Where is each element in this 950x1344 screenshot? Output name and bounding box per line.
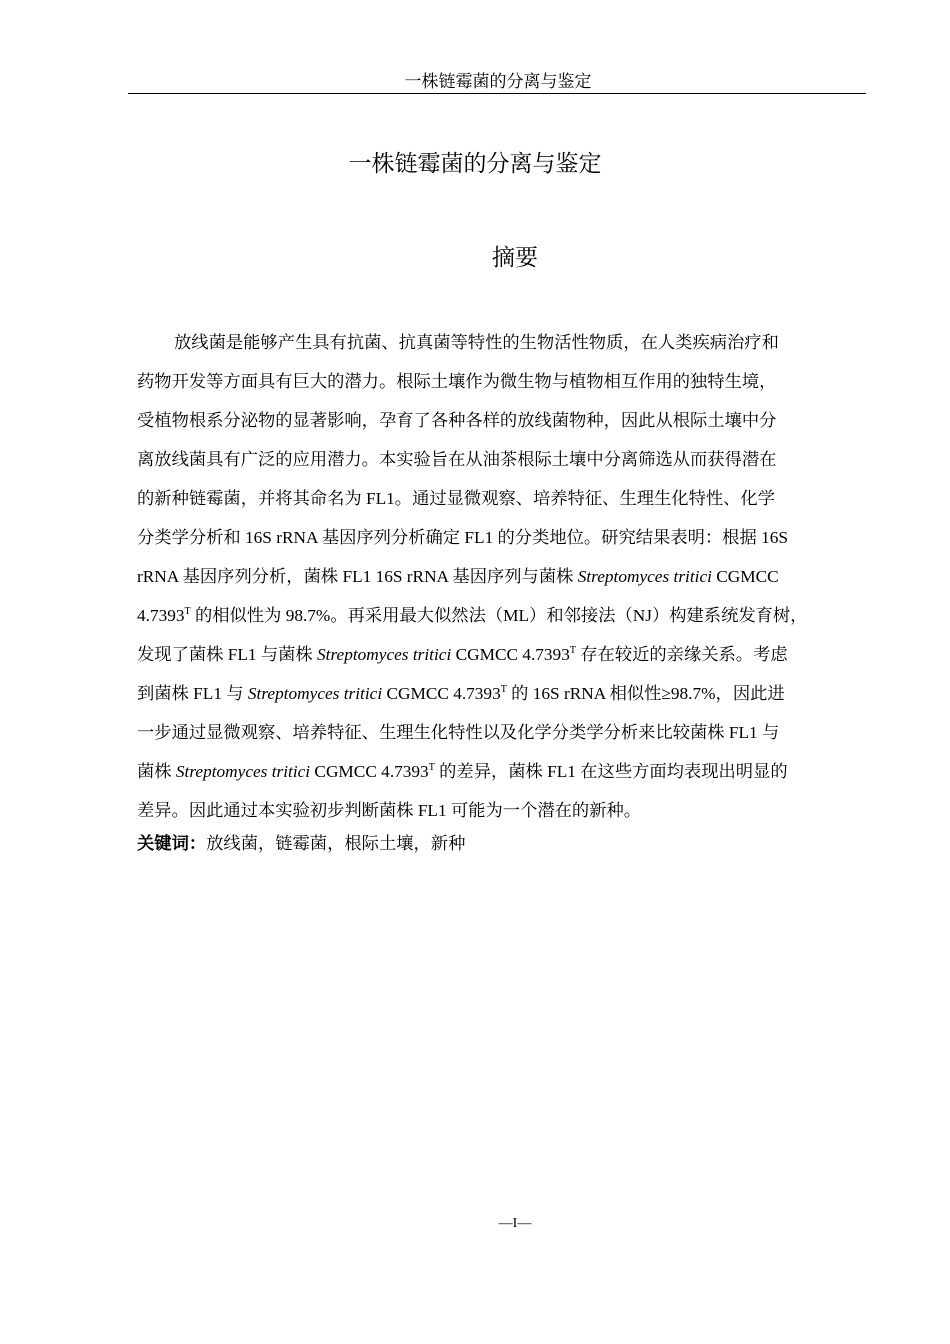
type-strain-superscript: T: [500, 684, 507, 695]
text-run: 的差异，菌株 FL1 在这些方面均表现出明显的: [434, 762, 788, 781]
text-run: 到菌株 FL1 与: [137, 684, 248, 703]
text-run: CGMCC 4.7393: [451, 645, 570, 664]
species-name: Streptomyces tritici: [317, 645, 452, 664]
species-name: Streptomyces tritici: [247, 684, 383, 703]
text-run: CGMCC 4.7393: [310, 762, 429, 781]
abstract-heading: 摘要: [492, 245, 538, 271]
abstract-line: [137, 635, 861, 674]
abstract-line: [137, 674, 861, 713]
running-header: 一株链霉菌的分离与鉴定: [404, 72, 592, 91]
text-run: rRNA 基因序列分析，菌株 FL1 16S rRNA 基因序列与菌株: [137, 567, 578, 586]
abstract-line: [137, 596, 861, 635]
abstract-line: 药物开发等方面具有巨大的潜力。根际土壤作为微生物与植物相互作用的独特生境，: [137, 372, 777, 391]
abstract-line: 放线菌是能够产生具有抗菌、抗真菌等特性的生物活性物质，在人类疾病治疗和: [174, 333, 779, 352]
type-strain-superscript: T: [428, 762, 435, 773]
page-number: —I—: [498, 1216, 532, 1231]
text-run: CGMCC 4.7393: [382, 684, 501, 703]
text-run: 存在较近的亲缘关系。考虑: [575, 645, 788, 664]
abstract-body: [137, 323, 861, 830]
text-run: 4.7393: [137, 606, 185, 625]
abstract-line: 离放线菌具有广泛的应用潜力。本实验旨在从油茶根际土壤中分离筛选从而获得潜在: [137, 450, 777, 469]
text-run: 的相似性为 98.7%。再采用最大似然法（ML）和邻接法（NJ）构建系统发育树，: [190, 606, 808, 625]
keywords-label: 关键词：: [137, 834, 207, 853]
abstract-line: 一步通过显微观察、培养特征、生理生化特性以及化学分类学分析来比较菌株 FL1 与: [137, 723, 780, 742]
header-rule: [128, 93, 866, 94]
text-run: 的 16S rRNA 相似性≥98.7%，因此进: [506, 684, 785, 703]
type-strain-superscript: T: [184, 606, 191, 617]
document-title: 一株链霉菌的分离与鉴定: [348, 151, 602, 177]
text-run: CGMCC: [711, 567, 779, 586]
abstract-line: 差异。因此通过本实验初步判断菌株 FL1 可能为一个潜在的新种。: [137, 801, 642, 820]
keywords-line: [137, 829, 861, 859]
species-name: Streptomyces tritici: [577, 567, 712, 586]
abstract-line: 分类学分析和 16S rRNA 基因序列分析确定 FL1 的分类地位。研究结果表明：根据 16S: [137, 528, 788, 547]
abstract-line: [137, 752, 861, 791]
keywords-list: 放线菌，链霉菌，根际土壤，新种: [206, 834, 466, 853]
abstract-line: 的新种链霉菌，并将其命名为 FL1。通过显微观察、培养特征、生理生化特性、化学: [137, 489, 775, 508]
species-name: Streptomyces tritici: [175, 762, 311, 781]
text-run: 菌株: [137, 762, 176, 781]
type-strain-superscript: T: [569, 645, 576, 656]
abstract-line: 受植物根系分泌物的显著影响，孕育了各种各样的放线菌物种，因此从根际土壤中分: [137, 411, 777, 430]
abstract-line: [137, 557, 861, 596]
text-run: 发现了菌株 FL1 与菌株: [137, 645, 318, 664]
